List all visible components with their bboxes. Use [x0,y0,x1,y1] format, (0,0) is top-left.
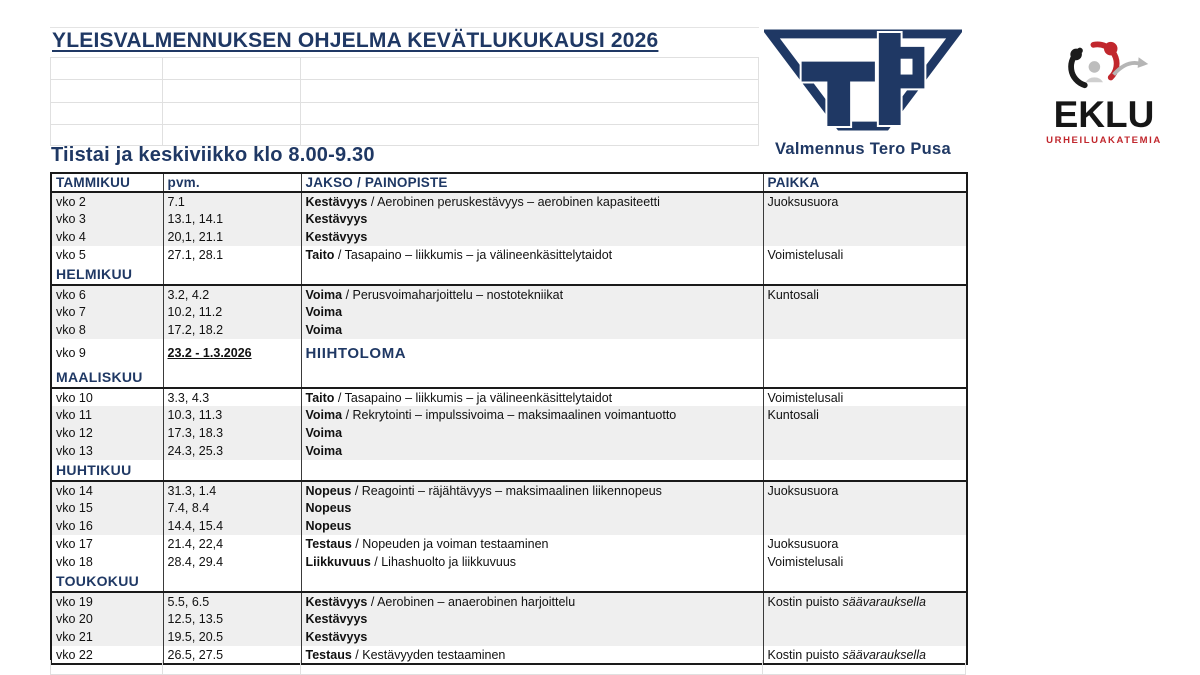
week-cell: vko 21 [51,628,163,646]
schedule-row [51,192,967,210]
focus-main: Kestävyys [305,594,368,609]
place-text: Voimistelusali [767,248,844,262]
focus-main: Kestävyys [305,212,368,226]
place-text: Juoksusuora [767,194,839,209]
focus-main: Kestävyys [305,230,368,244]
empty-cell [300,660,762,675]
dates-cell [163,321,301,339]
dates-cell [163,610,301,628]
focus-cell [301,192,763,210]
focus-cell [301,339,763,367]
dates-cell [163,442,301,460]
focus-detail: / Aerobinen – anaerobinen harjoittelu [367,594,576,609]
place-cell [763,285,967,303]
tp-logo-caption: Valmennus Tero Pusa [775,140,951,158]
dates-cell [163,592,301,610]
week-cell: vko 11 [51,406,163,424]
week-cell: vko 14 [51,481,163,499]
focus-cell [301,592,763,610]
top-gridline [50,27,759,28]
schedule-row [51,553,967,571]
column-header: TAMMIKUU [56,175,131,190]
holiday-label: HIIHTOLOMA [305,344,407,362]
week-cell: vko 5 [56,248,86,262]
schedule-row [51,628,967,646]
focus-cell [301,210,763,228]
empty-cell [162,57,300,79]
schedule-row [51,406,967,424]
month-empty-cell [163,367,301,388]
place-cell [763,246,967,264]
month-row [51,571,967,592]
focus-cell [301,628,763,646]
empty-cell [50,57,162,79]
week-cell: vko 9 [56,346,86,360]
place-cell [763,192,967,210]
place-cell [763,406,967,424]
place-cell [763,535,967,553]
schedule-row [51,228,967,246]
dates-text: 17.3, 18.3 [167,426,224,440]
week-cell: vko 16 [51,517,163,535]
empty-cell [762,660,966,675]
week-cell: vko 17 [56,537,93,551]
focus-cell [301,481,763,499]
focus-cell [301,285,763,303]
empty-cell [300,57,759,79]
place-note: säävarauksella [842,594,926,609]
schedule-row [51,481,967,499]
dates-text: 3.3, 4.3 [167,390,210,405]
empty-cell [162,79,300,101]
month-label: HELMIKUU [56,266,133,282]
empty-cell [50,660,162,675]
month-empty-cell [163,460,301,481]
training-schedule-body [51,173,967,664]
schedule-row [51,442,967,460]
page-title: YLEISVALMENNUKSEN OHJELMA KEVÄTLUKUKAUSI 2026 [52,29,659,52]
dates-cell [163,210,301,228]
dates-text: 10.3, 11.3 [167,408,223,422]
focus-main: Voima [305,305,343,319]
focus-main: Nopeus [305,519,352,533]
schedule-row [51,303,967,321]
focus-cell [301,610,763,628]
empty-cell [50,102,162,124]
schedule-row [51,499,967,517]
week-cell: vko 12 [51,424,163,442]
schedule-row [51,424,967,442]
focus-cell [301,535,763,553]
dates-text: 13.1, 14.1 [167,212,224,226]
focus-cell [301,424,763,442]
week-cell: vko 3 [51,210,163,228]
month-empty-cell [301,264,763,285]
dates-cell [163,628,301,646]
schedule-row [51,592,967,610]
dates-cell [163,481,301,499]
dates-cell [163,406,301,424]
dates-text: 10.2, 11.2 [167,305,223,319]
focus-detail: / Nopeuden ja voiman testaaminen [351,537,549,551]
month-row [51,460,967,481]
focus-detail: / Tasapaino – liikkumis – ja välineenkäsittelytaidot [334,248,613,262]
dates-text: 27.1, 28.1 [167,248,224,262]
month-empty-cell [163,264,301,285]
week-cell: vko 2 [51,192,163,210]
place-text: Voimistelusali [767,390,844,405]
week-cell: vko 18 [56,555,93,569]
focus-detail: / Lihashuolto ja liikkuvuus [370,555,517,569]
dates-text: 7.4, 8.4 [167,501,210,515]
focus-main: Kestävyys [305,612,368,626]
place-cell [763,303,967,321]
dates-text: 3.2, 4.2 [167,287,210,302]
place-cell [763,628,967,646]
dates-cell [163,424,301,442]
dates-cell [163,303,301,321]
place-text: Kostin puisto [767,594,843,609]
month-empty-cell [763,571,967,592]
dates-text: 26.5, 27.5 [167,647,224,662]
dates-text: 28.4, 29.4 [167,555,224,569]
place-text: Kostin puisto [767,647,843,662]
tp-monogram-icon [764,28,962,132]
empty-cell [300,79,759,101]
place-text: Kuntosali [767,287,819,302]
column-header: JAKSO / PAINOPISTE [301,173,763,192]
column-header: PAIKKA [763,173,967,192]
dates-cell [163,228,301,246]
dates-text: 19.5, 20.5 [167,630,224,644]
focus-detail: / Reagointi – räjähtävyys – maksimaalinen liikennopeus [351,483,662,498]
focus-cell [301,499,763,517]
schedule-time-subtitle: Tiistai ja keskiviikko klo 8.00-9.30 [51,144,375,166]
dates-text: 7.1 [167,194,185,209]
schedule-row [51,246,967,264]
week-cell: vko 19 [51,592,163,610]
dates-text: 14.4, 15.4 [167,519,224,533]
table-header-row [51,173,967,192]
month-empty-cell [763,460,967,481]
dates-cell [163,499,301,517]
dates-cell [163,535,301,553]
eklu-logo [1044,40,1164,146]
training-schedule-table [50,172,968,665]
focus-main: Voima [305,287,343,302]
week-cell: vko 4 [51,228,163,246]
week-cell: vko 6 [51,285,163,303]
dates-cell [163,388,301,406]
week-cell: vko 20 [51,610,163,628]
place-cell [763,481,967,499]
focus-cell [301,442,763,460]
schedule-row [51,321,967,339]
empty-cell [162,102,300,124]
focus-main: Taito [305,248,335,262]
place-text: Juoksusuora [767,537,839,551]
focus-cell [301,553,763,571]
focus-detail: / Tasapaino – liikkumis – ja välineenkäsittelytaidot [334,390,613,405]
focus-detail: / Aerobinen peruskestävyys – aerobinen kapasiteetti [367,194,660,209]
week-cell: vko 15 [51,499,163,517]
schedule-row [51,388,967,406]
place-cell [763,388,967,406]
place-cell [763,592,967,610]
month-label: MAALISKUU [56,369,143,385]
week-cell: vko 10 [56,390,93,405]
focus-main: Testaus [305,537,352,551]
month-empty-cell [763,367,967,388]
focus-main: Nopeus [305,501,352,515]
focus-main: Voima [305,323,343,337]
place-text: Voimistelusali [767,555,844,569]
schedule-row [51,210,967,228]
focus-cell [301,321,763,339]
focus-cell [301,303,763,321]
column-header: pvm. [163,173,301,192]
valmennus-tero-pusa-logo [762,28,964,159]
place-cell [763,499,967,517]
dates-cell [163,285,301,303]
place-note: säävarauksella [842,647,926,662]
place-cell [763,339,967,367]
empty-cell [162,660,300,675]
focus-cell [301,406,763,424]
place-cell [763,424,967,442]
dates-text: 20,1, 21.1 [167,230,224,244]
empty-cell-grid [50,57,759,146]
dates-cell [163,517,301,535]
place-cell [763,553,967,571]
focus-detail: / Kestävyyden testaaminen [351,647,506,662]
place-cell [763,517,967,535]
empty-cell [50,124,162,146]
dates-text: 31.3, 1.4 [167,483,217,498]
focus-cell [301,388,763,406]
empty-cell [50,79,162,101]
week-cell: vko 22 [56,647,93,662]
dates-text: 12.5, 13.5 [167,612,224,626]
place-cell [763,442,967,460]
month-row [51,367,967,388]
place-cell [763,610,967,628]
focus-main: Taito [305,390,335,405]
dates-text: 21.4, 22,4 [167,537,224,551]
place-cell [763,228,967,246]
empty-cell [300,124,759,146]
eklu-tagline: URHEILUAKATEMIA [1046,135,1162,146]
empty-cell [162,124,300,146]
schedule-row [51,535,967,553]
dates-text: 23.2 - 1.3.2026 [167,346,252,360]
month-empty-cell [163,571,301,592]
focus-main: Voima [305,426,343,440]
schedule-row [51,517,967,535]
month-empty-cell [301,460,763,481]
dates-text: 5.5, 6.5 [167,594,210,609]
place-text: Juoksusuora [767,483,839,498]
month-empty-cell [301,367,763,388]
focus-main: Voima [305,408,343,422]
focus-main: Kestävyys [305,630,368,644]
schedule-row [51,285,967,303]
focus-main: Kestävyys [305,194,368,209]
dates-cell [163,246,301,264]
focus-cell [301,228,763,246]
eklu-wordmark: EKLU [1053,94,1155,135]
empty-cell [300,102,759,124]
schedule-row [51,610,967,628]
focus-detail: / Rekrytointi – impulssivoima – maksimaalinen voimantuotto [342,408,677,422]
week-cell: vko 13 [51,442,163,460]
month-empty-cell [301,571,763,592]
month-empty-cell [763,264,967,285]
dates-cell [163,339,301,367]
dates-text: 17.2, 18.2 [167,323,224,337]
schedule-row [51,339,967,367]
focus-main: Testaus [305,647,352,662]
week-cell: vko 8 [51,321,163,339]
month-label: HUHTIKUU [56,462,132,478]
week-cell: vko 7 [51,303,163,321]
focus-main: Liikkuvuus [305,555,371,569]
dates-cell [163,553,301,571]
focus-detail: / Perusvoimaharjoittelu – nostotekniikat [342,287,564,302]
month-label: TOUKOKUU [56,573,140,589]
bottom-empty-grid [50,660,966,675]
month-row [51,264,967,285]
focus-cell [301,246,763,264]
place-text: Kuntosali [767,408,819,422]
dates-cell [163,192,301,210]
place-cell [763,321,967,339]
place-cell [763,210,967,228]
focus-main: Voima [305,444,343,458]
focus-cell [301,517,763,535]
focus-main: Nopeus [305,483,352,498]
eklu-emblem-icon [1058,40,1150,90]
dates-text: 24.3, 25.3 [167,444,224,458]
